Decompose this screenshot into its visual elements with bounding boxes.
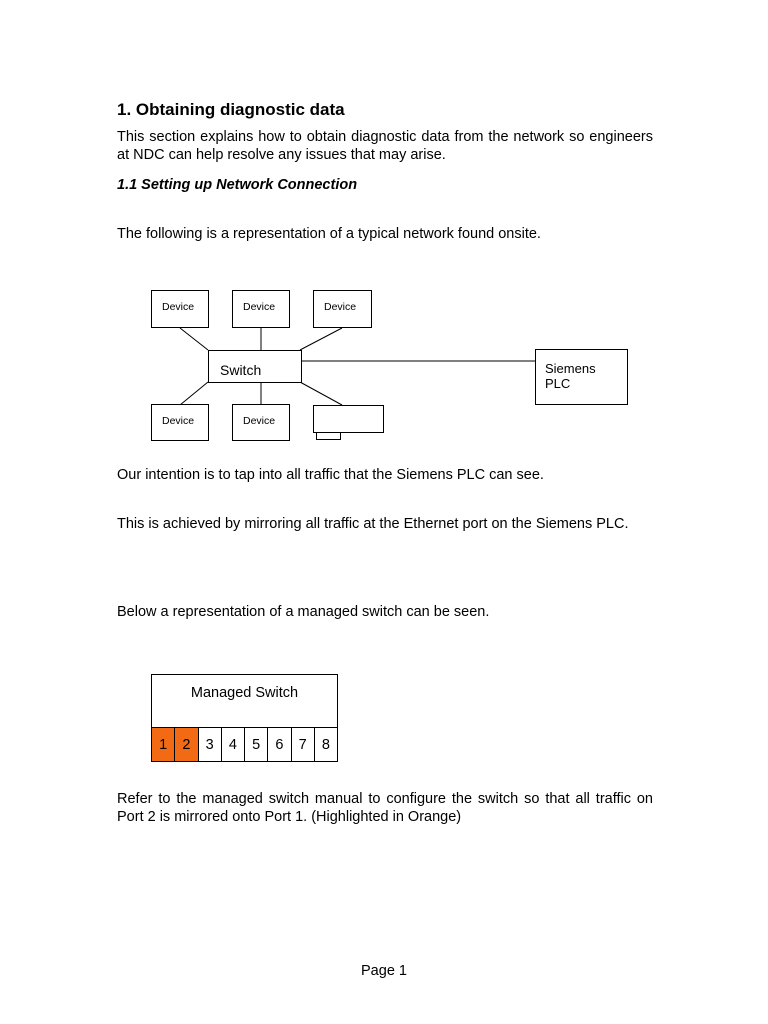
network-diagram-lines [0,0,768,460]
switch-box [208,350,302,383]
port-row [152,727,337,761]
paragraph-managed-switch: Below a representation of a managed switch can be seen. [117,604,490,620]
managed-switch-diagram [151,674,338,762]
port-7: 7 [292,727,315,761]
port-2: 2 [175,727,198,761]
plc-label-line2: PLC [545,376,571,391]
device-label: Device [243,301,276,313]
device-label: Device [162,415,195,427]
link-unlabeled-device [300,382,342,405]
paragraph-configure: Refer to the managed switch manual to configure the switch so that all traffic on Port 2 is mirrored onto Port 1. (Highlighted in Orange) [117,791,653,825]
link-device-bottom-left [180,382,208,405]
device-label: Device [243,415,276,427]
device-box-bottom-middle [232,404,290,441]
paragraph-intention: Our intention is to tap into all traffic that the Siemens PLC can see. [117,467,544,483]
paragraph-mirroring: This is achieved by mirroring all traffic at the Ethernet port on the Siemens PLC. [117,516,629,532]
link-device-top-right [300,328,342,350]
device-box-bottom-left [151,404,209,441]
port-6: 6 [268,727,291,761]
device-label: Device [324,301,357,313]
managed-switch-title: Managed Switch [190,685,299,701]
plc-label-line1: Siemens [545,361,596,376]
device-box-top-right [313,290,372,328]
port-5: 5 [245,727,268,761]
device-label: Device [162,301,195,313]
port-3: 3 [199,727,222,761]
port-4: 4 [222,727,245,761]
switch-label: Switch [220,362,262,378]
port-8: 8 [315,727,337,761]
network-diagram [0,0,768,460]
siemens-plc-box [535,349,628,405]
section-intro: This section explains how to obtain diagnostic data from the network so engineers at NDC can help resolve any issues that may arise. [117,129,653,163]
paragraph-network-intro: The following is a representation of a typical network found onsite. [117,226,541,242]
page-number: Page 1 [361,963,407,979]
link-device-top-left [180,328,208,350]
unlabeled-device-box [313,405,384,433]
device-box-top-left [151,290,209,328]
device-box-top-middle [232,290,290,328]
port-1: 1 [152,727,175,761]
subsection-heading: 1.1 Setting up Network Connection [117,177,358,193]
plc-label [545,361,596,391]
section-heading: 1. Obtaining diagnostic data [117,100,345,119]
